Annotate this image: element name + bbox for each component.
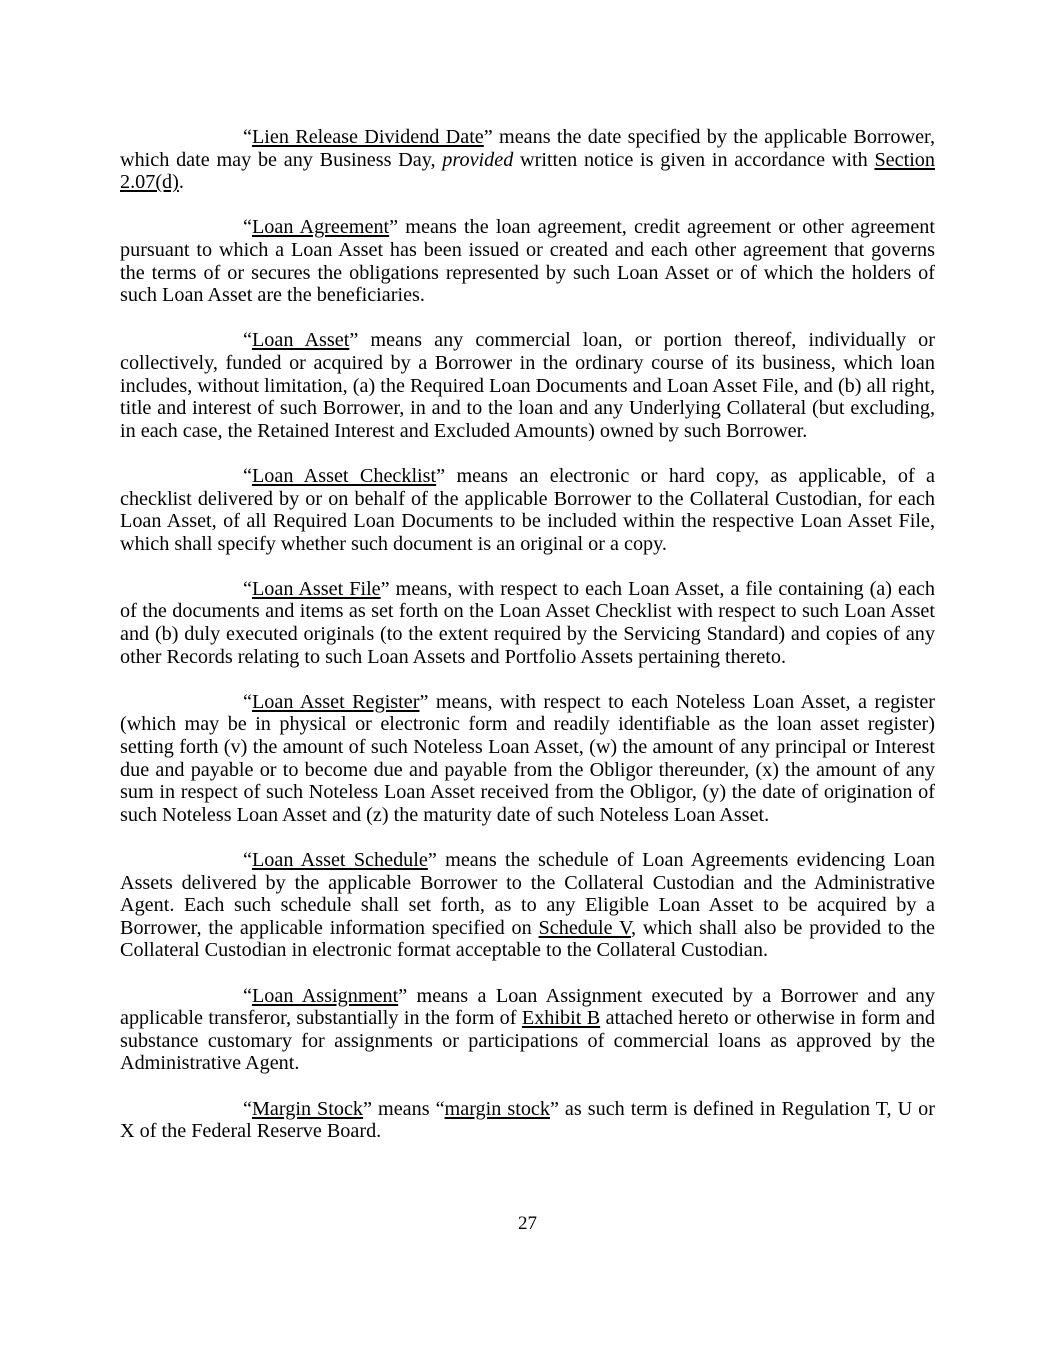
- defined-term: Schedule V: [538, 916, 631, 939]
- text-run: “: [243, 329, 252, 352]
- text-run: “: [243, 1097, 252, 1120]
- text-run: attached hereto or otherwise in form and substance customary for assignments or participations of commercial loans as approved by the Administrative Agent.: [120, 1007, 935, 1075]
- paragraph-definition-loan-asset-file: [120, 578, 935, 668]
- text-run: ” means the loan agreement, credit agreement or other agreement pursuant to which a Loan Asset has been issued or created and each other agreement that governs the terms of or secures the obligations represented by such Loan Asset or of which the holders of such Loan Asset are the beneficiaries.: [120, 216, 935, 307]
- text-run: ” means the date specified by the applicable Borrower, which date may be any Business Day,: [120, 126, 935, 171]
- text-run: “: [243, 216, 252, 239]
- paragraph-definition-loan-asset-schedule: [120, 849, 935, 962]
- paragraph-definition-margin-stock: [120, 1098, 935, 1143]
- paragraph-definition-loan-assignment: [120, 985, 935, 1075]
- paragraph-definition-lien-release-dividend-date: [120, 126, 935, 194]
- defined-term: Loan Asset Schedule: [251, 849, 428, 871]
- defined-term: Loan Agreement: [251, 216, 390, 239]
- text-run: ” as such term is defined in Regulation T, U or X of the Federal Reserve Board.: [120, 1097, 935, 1143]
- paragraph-definition-loan-agreement: [120, 216, 935, 306]
- defined-term: Lien Release Dividend Date: [251, 126, 484, 148]
- text-run: ” means the schedule of Loan Agreements evidencing Loan Assets delivered by the applicable Borrower to the Collateral Custodian and the Administrative Agent. Each such schedule shall set forth, as to any Eligible Loan Asset to be acquired by a Borrower, the applicable information specified on: [120, 849, 935, 939]
- defined-term: margin stock: [444, 1097, 550, 1120]
- text-run: “: [243, 984, 252, 1007]
- text-run: ” means a Loan Assignment executed by a Borrower and any applicable transferor, substantially in the form of: [120, 984, 935, 1030]
- text-run: “: [243, 849, 252, 871]
- text-run: “: [243, 577, 252, 600]
- defined-term: Loan Asset Register: [251, 690, 420, 713]
- text-run: “: [243, 126, 252, 148]
- text-run: “: [243, 690, 252, 713]
- defined-term: Loan Asset: [251, 329, 350, 352]
- text-run: ” means, with respect to each Loan Asset, a file containing (a) each of the documents and items as set forth on the Loan Asset Checklist with respect to such Loan Asset and (b) duly executed originals (to the extent required by the Servicing Standard) and copies of any other Records relating to such Loan Assets and Portfolio Assets pertaining thereto.: [120, 577, 935, 668]
- text-run: ” means “: [363, 1097, 445, 1120]
- defined-term: Section 2.07(d): [120, 148, 935, 194]
- defined-term: Exhibit B: [521, 1007, 601, 1030]
- text-run: ” means an electronic or hard copy, as applicable, of a checklist delivered by or on behalf of the applicable Borrower to the Collateral Custodian, for each Loan Asset, of all Required Loan Documents to be included within the respective Loan Asset File, which shall specify whether such document is an original or a copy.: [120, 464, 935, 555]
- italic-text-run: provided: [442, 148, 514, 171]
- defined-term: Margin Stock: [251, 1097, 364, 1120]
- text-run: .: [178, 171, 184, 194]
- paragraph-definition-loan-asset-register: [120, 691, 935, 827]
- paragraph-definition-loan-asset: [120, 329, 935, 442]
- text-run: written notice is given in accordance with: [513, 148, 875, 171]
- page-number: 27: [518, 1213, 537, 1234]
- defined-term: Loan Asset Checklist: [251, 464, 437, 487]
- document-body: [120, 126, 935, 1143]
- defined-term: Loan Assignment: [251, 984, 399, 1007]
- text-run: ” means any commercial loan, or portion thereof, individually or collectively, funded or acquired by a Borrower in the ordinary course of its business, which loan includes, without limitation, (a) the Required Loan Documents and Loan Asset File, and (b) all right, title and interest of such Borrower, in and to the loan and any Underlying Collateral (but excluding, in each case, the Retained Interest and Excluded Amounts) owned by such Borrower.: [120, 329, 935, 442]
- paragraph-definition-loan-asset-checklist: [120, 465, 935, 555]
- defined-term: Loan Asset File: [251, 577, 381, 600]
- text-run: “: [243, 464, 252, 487]
- text-run: , which shall also be provided to the Collateral Custodian in electronic format acceptable to the Collateral Custodian.: [120, 916, 935, 962]
- text-run: ” means, with respect to each Noteless Loan Asset, a register (which may be in physical or electronic form and readily identifiable as the loan asset register) setting forth (v) the amount of such Noteless Loan Asset, (w) the amount of any principal or Interest due and payable or to become due and payable from the Obligor thereunder, (x) the amount of any sum in respect of such Noteless Loan Asset received from the Obligor, (y) the date of origination of such Noteless Loan Asset and (z) the maturity date of such Noteless Loan Asset.: [120, 690, 935, 826]
